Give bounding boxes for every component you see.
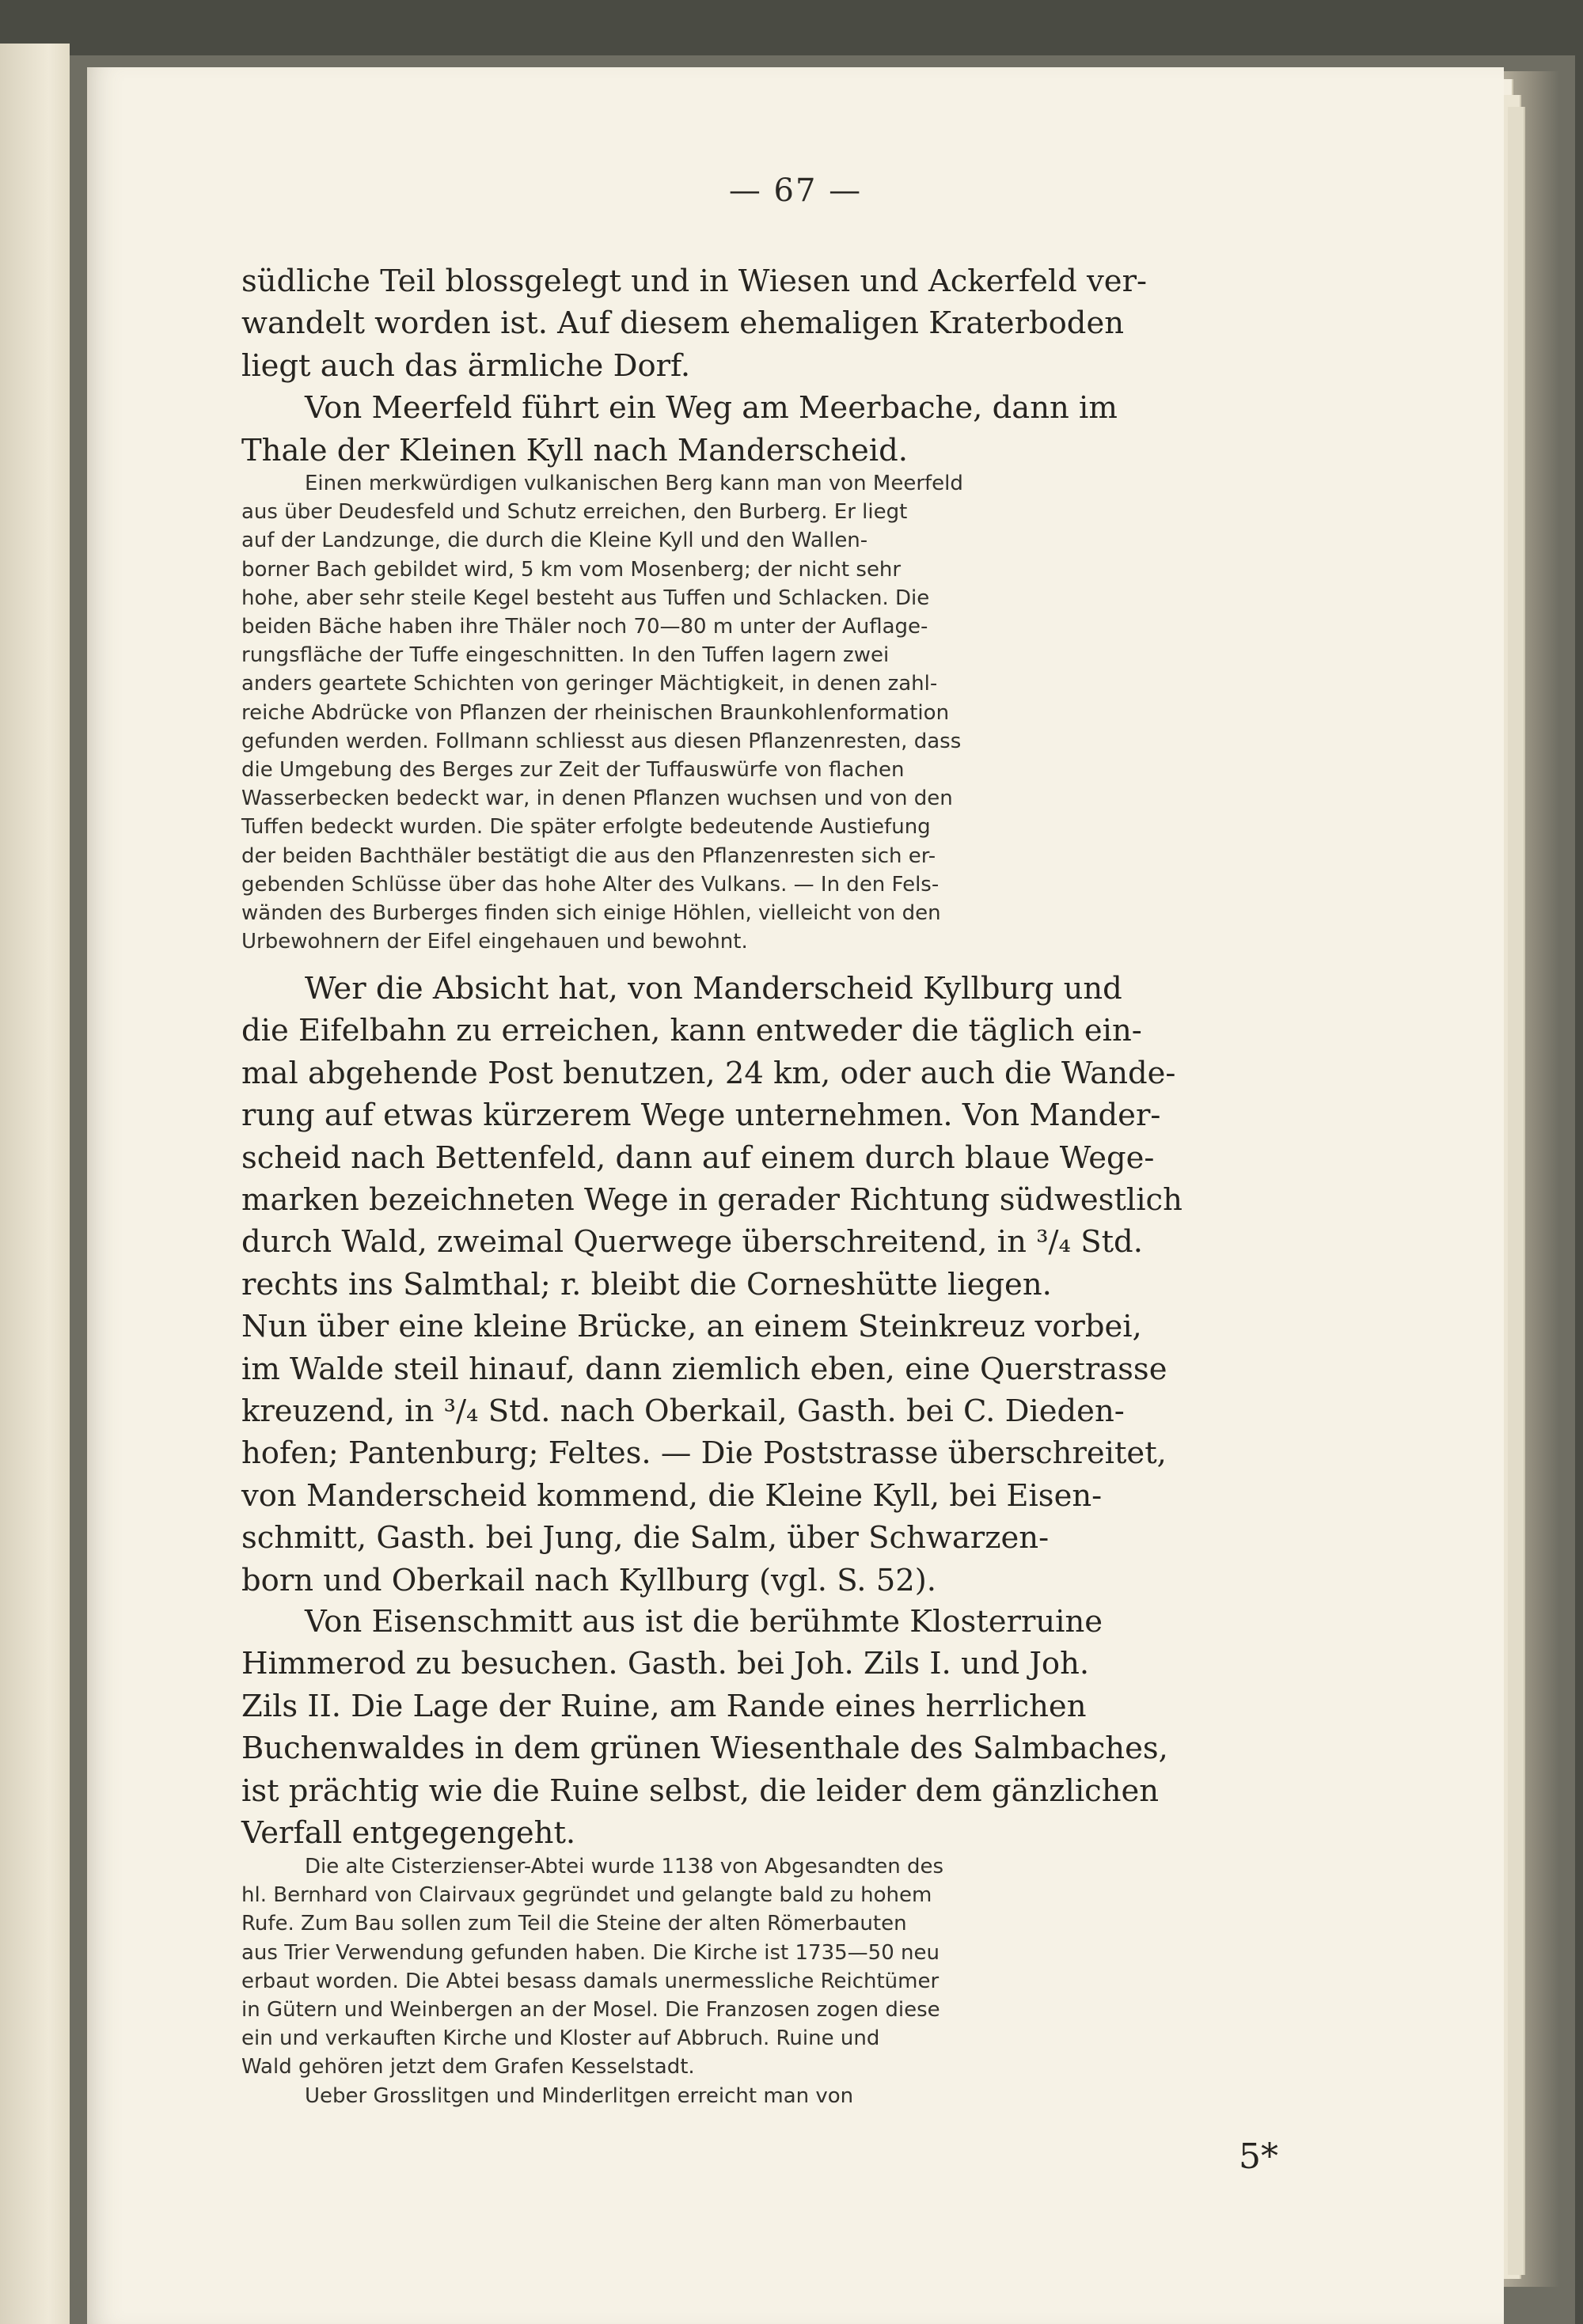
text-line: gefunden werden. Follmann schliesst aus diesen Pflanzenresten, dass — [241, 729, 962, 753]
text-line: durch Wald, zweimal Querwege überschreitend, in ³/₄ Std. — [241, 1224, 1143, 1261]
text-line: schmitt, Gasth. bei Jung, die Salm, über Schwarzen- — [241, 1520, 1050, 1556]
paragraph-himmerod — [241, 1601, 1361, 1854]
text-line: beiden Bäche haben ihre Thäler noch 70—80 m unter der Auflage- — [241, 615, 928, 639]
fine-print-abbey — [241, 1852, 1361, 2110]
text-line: Urbewohnern der Eifel eingehauen und bewohnt. — [241, 930, 748, 954]
text-line: aus über Deudesfeld und Schutz erreichen, den Burberg. Er liegt — [241, 500, 908, 525]
text-line: scheid nach Bettenfeld, dann auf einem durch blaue Wege- — [241, 1139, 1155, 1176]
text-line: borner Bach gebildet wird, 5 km vom Mosenberg; der nicht sehr — [241, 557, 902, 582]
paragraph-route — [241, 968, 1361, 1602]
text-line: im Walde steil hinauf, dann ziemlich eben, eine Querstrasse — [241, 1351, 1167, 1387]
text-line: südliche Teil blossgelegt und in Wiesen und Ackerfeld ver- — [241, 263, 1148, 299]
text-line: Zils II. Die Lage der Ruine, am Rande eines herrlichen — [241, 1688, 1087, 1724]
text-line: hl. Bernhard von Clairvaux gegründet und gelangte bald zu hohem — [241, 1883, 932, 1908]
text-line: auf der Landzunge, die durch die Kleine Kyll und den Wallen- — [241, 529, 868, 553]
text-line: Von Eisenschmitt aus ist die berühmte Klosterruine — [305, 1604, 1103, 1640]
text-line: Wer die Absicht hat, von Manderscheid Kyllburg und — [305, 971, 1122, 1007]
text-line: liegt auch das ärmliche Dorf. — [241, 347, 691, 384]
text-line: rechts ins Salmthal; r. bleibt die Corneshütte liegen. — [241, 1266, 1052, 1302]
page-number: — 67 — — [728, 172, 863, 209]
text-line: hohe, aber sehr steile Kegel besteht aus Tuffen und Schlacken. Die — [241, 586, 930, 610]
text-line: aus Trier Verwendung gefunden haben. Die Kirche ist 1735—50 neu — [241, 1940, 940, 1965]
text-line: Thale der Kleinen Kyll nach Manderscheid. — [241, 432, 908, 468]
fine-print-burberg — [241, 469, 1361, 956]
text-line: erbaut worden. Die Abtei besass damals unermessliche Reichtümer — [241, 1969, 940, 1993]
text-line: die Umgebung des Berges zur Zeit der Tuffauswürfe von flachen — [241, 758, 905, 783]
text-line: kreuzend, in ³/₄ Std. nach Oberkail, Gasth. bei C. Dieden- — [241, 1393, 1125, 1430]
signature-mark: 5* — [1239, 2136, 1278, 2177]
page-edge — [1508, 107, 1525, 2275]
text-line: gebenden Schlüsse über das hohe Alter des Vulkans. — In den Fels- — [241, 872, 940, 897]
text-line: reiche Abdrücke von Pflanzen der rheinischen Braunkohlenformation — [241, 700, 950, 725]
text-line: Ueber Grosslitgen und Minderlitgen erreicht man von — [305, 2083, 854, 2108]
text-line: anders geartete Schichten von geringer Mächtigkeit, in denen zahl- — [241, 672, 938, 696]
text-line: rung auf etwas kürzerem Wege unternehmen. Von Mander- — [241, 1098, 1161, 1134]
text-line: die Eifelbahn zu erreichen, kann entweder die täglich ein- — [241, 1013, 1142, 1049]
previous-page-strip — [0, 44, 70, 2324]
text-line: der beiden Bachthäler bestätigt die aus den Pflanzenresten sich er- — [241, 844, 936, 868]
text-line: Buchenwaldes in dem grünen Wiesenthale des Salmbaches, — [241, 1731, 1168, 1767]
text-line: von Manderscheid kommend, die Kleine Kyll, bei Eisen- — [241, 1477, 1103, 1514]
text-line: hofen; Pantenburg; Feltes. — Die Poststrasse überschreitet, — [241, 1435, 1167, 1472]
text-line: in Gütern und Weinbergen an der Mosel. Die Franzosen zogen diese — [241, 1998, 940, 2023]
text-line: wandelt worden ist. Auf diesem ehemaligen Kraterboden — [241, 305, 1125, 342]
text-line: Wasserbecken bedeckt war, in denen Pflanzen wuchsen und von den — [241, 787, 953, 811]
text-line: Die alte Cisterzienser-Abtei wurde 1138 von Abgesandten des — [305, 1855, 944, 1879]
text-line: Von Meerfeld führt ein Weg am Meerbache, dann im — [305, 390, 1118, 427]
text-line: Rufe. Zum Bau sollen zum Teil die Steine der alten Römerbauten — [241, 1912, 907, 1936]
book-page — [87, 67, 1504, 2324]
text-line: mal abgehende Post benutzen, 24 km, oder auch die Wande- — [241, 1055, 1176, 1091]
text-line: Verfall entgegengeht. — [241, 1815, 576, 1852]
text-line: marken bezeichneten Wege in gerader Richtung südwestlich — [241, 1182, 1183, 1219]
text-line: born und Oberkail nach Kyllburg (vgl. S. 52). — [241, 1562, 936, 1598]
text-line: ein und verkauften Kirche und Kloster auf Abbruch. Ruine und — [241, 2026, 880, 2051]
text-line: Einen merkwürdigen vulkanischen Berg kann man von Meerfeld — [305, 472, 963, 495]
paragraph-1 — [241, 260, 1361, 472]
text-line: Himmerod zu besuchen. Gasth. bei Joh. Zils I. und Joh. — [241, 1646, 1090, 1682]
text-line: Nun über eine kleine Brücke, an einem Steinkreuz vorbei, — [241, 1309, 1142, 1345]
text-line: rungsfläche der Tuffe eingeschnitten. In den Tuffen lagern zwei — [241, 643, 890, 668]
text-line: wänden des Burberges finden sich einige Höhlen, vielleicht von den — [241, 901, 941, 926]
text-line: ist prächtig wie die Ruine selbst, die leider dem gänzlichen — [241, 1772, 1160, 1809]
text-line: Tuffen bedeckt wurden. Die später erfolgte bedeutende Austiefung — [241, 815, 931, 840]
text-line: Wald gehören jetzt dem Grafen Kesselstadt. — [241, 2055, 695, 2079]
